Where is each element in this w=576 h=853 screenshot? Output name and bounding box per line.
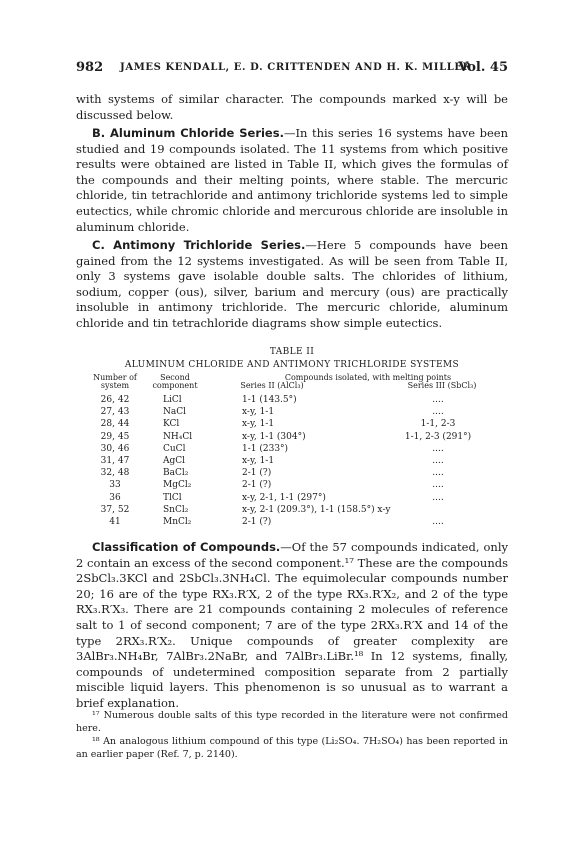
cell-series2: x-y, 1-1 <box>242 456 275 466</box>
cell-series2: 2-1 (?) <box>242 468 272 479</box>
cell-series3: .... <box>432 395 444 405</box>
cell-series3: 1-1, 2-3 (291°) <box>404 431 472 442</box>
cell-system-number: 26, 42 <box>100 395 130 405</box>
cell-system-number: 33 <box>109 480 121 491</box>
section-heading: Classification of Compounds. <box>92 540 281 554</box>
paragraph-antimony-series <box>76 238 508 332</box>
cell-second-component: KCl <box>163 419 180 430</box>
cell-series3: .... <box>432 517 444 527</box>
cell-series2: x-y, 1-1 <box>242 419 275 430</box>
table-row <box>0 456 576 468</box>
paragraph-text: —In this series 16 systems have been studied and 19 compounds isolated. The 11 systems from which positive results were obtained are listed in Table II, which gives the formulas of the compounds and their melting points, where stable. The mercuric chloride, tin tetrachloride and antimony trichloride systems led to simple eutectics, while chromic chloride and mercurous chloride are insoluble in aluminum chloride. <box>76 126 508 234</box>
table-row <box>0 505 576 517</box>
volume-label: Vol. 45 <box>458 60 508 75</box>
column-header-group: Compounds isolated, with melting points <box>284 373 452 382</box>
cell-series2: x-y, 2-1, 1-1 (297°) <box>242 492 326 503</box>
cell-series2: x-y, 2-1 (209.3°), 1-1 (158.5°) x-y <box>242 504 391 515</box>
cell-series3: .... <box>432 468 444 479</box>
column-header-number: Number of system <box>93 373 137 390</box>
cell-system-number: 28, 44 <box>100 419 130 430</box>
running-header <box>76 60 508 80</box>
table-row <box>0 480 576 492</box>
cell-system-number: 31, 47 <box>100 456 130 466</box>
cell-second-component: MnCl₂ <box>163 517 192 527</box>
cell-second-component: NaCl <box>163 407 187 418</box>
paragraph-aluminum-series <box>76 126 508 235</box>
table-row <box>0 407 576 419</box>
table-row <box>0 517 576 529</box>
footnote-17: ¹⁷ Numerous double salts of this type recorded in the literature were not confirmed here. <box>76 710 508 734</box>
cell-second-component: BaCl₂ <box>163 468 189 479</box>
cell-second-component: TlCl <box>163 492 182 503</box>
cell-series3: 1-1, 2-3 <box>420 419 456 430</box>
cell-second-component: MgCl₂ <box>163 480 192 491</box>
paragraph-classification <box>76 540 508 712</box>
cell-series3: .... <box>432 443 444 454</box>
cell-second-component: LiCl <box>163 395 182 405</box>
column-header-series2: Series II (AlCl₃) <box>240 381 304 390</box>
cell-series2: 2-1 (?) <box>242 480 272 491</box>
cell-system-number: 29, 45 <box>100 431 130 442</box>
column-header-second: Second component <box>152 373 198 390</box>
cell-series2: x-y, 1-1 (304°) <box>242 431 306 442</box>
table-row <box>0 419 576 431</box>
table-row <box>0 444 576 456</box>
cell-series2: x-y, 1-1 <box>242 407 275 418</box>
cell-system-number: 30, 46 <box>100 443 130 454</box>
table-subtitle: ALUMINUM CHLORIDE AND ANTIMONY TRICHLORIDE SYSTEMS <box>124 360 460 370</box>
paragraph-text: —Here 5 compounds have been gained from the 12 systems investigated. As will be seen from Table II, only 3 systems gave isolable double salts. The chlorides of lithium, sodium, copper (ous), silver, barium and mercury (ous) are practically insoluble in antimony trichloride. The mercuric chloride, aluminum chloride and tin tetrachloride diagrams show simple eutectics. <box>76 238 509 330</box>
footnote-18: ¹⁸ An analogous lithium compound of this type (Li₂SO₄. 7H₂SO₄) has been reported in an earlier paper (Ref. 7, p. 2140). <box>76 736 508 760</box>
cell-series2: 1-1 (143.5°) <box>242 395 297 405</box>
running-authors: JAMES KENDALL, E. D. CRITTENDEN AND H. K. MILLER <box>120 62 472 73</box>
table-row <box>0 493 576 505</box>
cell-system-number: 36 <box>109 492 121 503</box>
cell-series3: .... <box>432 492 444 503</box>
section-heading: C. Antimony Trichloride Series. <box>92 238 306 252</box>
paragraph-text: with systems of similar character. The compounds marked x-y will be discussed below. <box>76 92 508 122</box>
cell-series3: .... <box>432 456 444 466</box>
cell-system-number: 41 <box>109 517 121 527</box>
cell-series3: .... <box>432 480 444 491</box>
cell-series2: 2-1 (?) <box>242 517 272 527</box>
cell-series3: .... <box>432 407 444 418</box>
table-row <box>0 468 576 480</box>
cell-series2: 1-1 (233°) <box>242 443 289 454</box>
cell-second-component: CuCl <box>163 443 186 454</box>
table-row <box>0 432 576 444</box>
cell-second-component: AgCl <box>163 456 186 466</box>
cell-system-number: 37, 52 <box>100 504 130 515</box>
column-header-series3: Series III (SbCl₃) <box>407 381 477 390</box>
cell-system-number: 32, 48 <box>100 468 130 479</box>
cell-second-component: NH₄Cl <box>163 431 193 442</box>
paragraph-intro <box>76 92 508 123</box>
paragraph-text: —Of the 57 compounds indicated, only 2 contain an excess of the second component.¹⁷ These are the compounds 2SbCl₃.3KCl and 2SbCl₃.3NH₄Cl. The equimolecular compounds number 20; 16 are of the type RX₃.R′X, 2 of the type RX₃.R′X₂, and 2 of the type RX₃.R′X₃. There are 21 compounds containing 2 molecules of reference salt to 1 of second component; 7 are of the type 2RX₃.R′X and 14 of the type 2RX₃.R′X₂. Unique compounds of greater complexity are 3AlBr₃.NH₄Br, 7AlBr₃.2NaBr, and 7AlBr₃.LiBr.¹⁸ In 12 systems, finally, compounds of undetermined composition separate from 2 partially miscible liquid layers. This phenomenon is so unusual as to warrant a brief explanation. <box>76 540 508 710</box>
table-row <box>0 395 576 407</box>
cell-system-number: 27, 43 <box>100 407 130 418</box>
section-heading: B. Aluminum Chloride Series. <box>92 126 284 140</box>
cell-second-component: SnCl₂ <box>163 504 189 515</box>
page-number: 982 <box>76 60 104 75</box>
table-title: TABLE II <box>269 347 315 357</box>
